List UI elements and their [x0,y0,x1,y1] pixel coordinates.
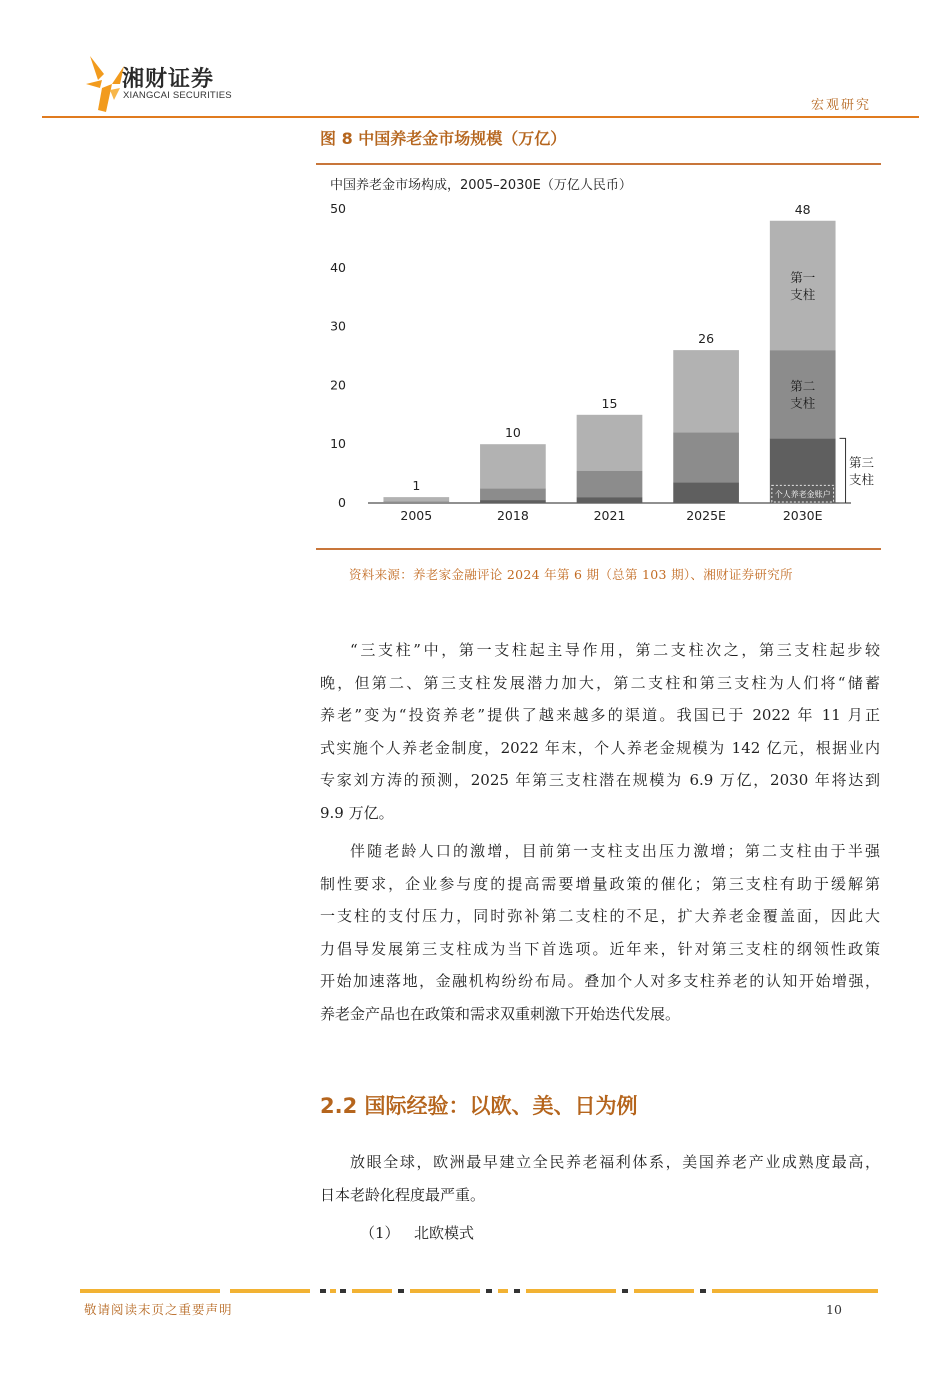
bar-total-label: 26 [698,331,715,347]
bar-segment [480,488,546,500]
x-tick-label: 2005 [400,508,433,523]
third-pillar-label: 支柱 [849,472,875,488]
x-tick-label: 2018 [496,508,529,523]
section-tag: 宏观研究 [810,98,871,113]
figure-bottom-rule [316,548,881,550]
text-line: 放眼全球，欧洲最早建立全民养老福利体系，美国养老产业成熟度最高， [350,1153,880,1171]
x-tick-label: 2030E [782,508,823,523]
text-line: 伴随老龄人口的激增，目前第一支柱支出压力激增；第二支柱由于半强 [350,842,880,860]
pillar-label: 第一 [790,269,816,285]
bar-segment [673,432,739,482]
text-line: 养老”变为“投资养老”提供了越来越多的渠道。我国已于 2022 年 11 月正 [320,706,880,724]
text-line: 式实施个人养老金制度，2022 年末，个人养老金规模为 142 亿元，根据业内 [320,738,880,757]
footer-decor-bar [80,1289,878,1293]
text-line: 晚，但第二、第三支柱发展潜力加大，第二支柱和第三支柱为人们将“储蓄 [320,673,880,692]
pillar-label: 支柱 [790,395,816,411]
bar-segment [577,497,643,503]
y-tick-label: 0 [338,495,346,510]
bar-segment [673,482,739,503]
x-tick-label: 2025E [686,508,726,523]
figure-title: 图 8 中国养老金市场规模（万亿） [320,129,567,148]
pillar-label: 第二 [790,378,816,394]
figure-top-rule [316,163,881,165]
text-line: 日本老龄化程度最严重。 [320,1185,486,1204]
bar-segment [577,471,643,497]
text-line: 专家刘方涛的预测，2025 年第三支柱潜在规模为 6.9 万亿，2030 年将达到 [320,771,880,789]
bar-total-label: 48 [794,201,811,217]
footer-disclaimer: 敬请阅读末页之重要声明 [84,1302,233,1317]
bar-total-label: 10 [504,425,521,441]
bars-group [383,202,835,523]
text-line: 9.9 万亿。 [320,803,394,822]
x-tick-label: 2021 [593,508,626,523]
brand-name-en: XIANGCAI SECURITIES [123,90,232,101]
pension-market-chart [316,168,881,544]
y-tick-label: 10 [330,436,346,452]
third-pillar-label: 第三 [849,455,875,471]
text-line: “三支柱”中，第一支柱起主导作用，第二支柱次之，第三支柱起步较 [350,641,880,659]
figure-source: 资料来源：养老家金融评论 2024 年第 6 期（总第 103 期）、湘财证券研究所 [349,567,793,582]
text-line: 制性要求，企业参与度的提高需要增量政策的催化；第三支柱有助于缓解第 [320,874,880,893]
page-number: 10 [826,1302,842,1317]
bar-total-label: 15 [601,395,618,411]
third-pillar-bracket [840,438,846,503]
header-divider [42,116,919,118]
paragraph-global-view [320,1146,880,1211]
y-tick-label: 20 [330,377,346,393]
y-tick-label: 50 [330,201,346,216]
text-line: 养老金产品也在政策和需求双重刺激下开始迭代发展。 [320,1004,681,1023]
bar-segment [770,221,836,350]
pillar-label: 支柱 [790,286,816,302]
paragraph-three-pillars [320,634,880,829]
sub-heading-number: （1） [360,1224,400,1242]
bar-total-label: 1 [412,478,421,494]
y-tick-label: 40 [330,259,346,275]
bar-segment [480,500,546,503]
bar-segment [383,497,449,501]
text-line: 开始加速落地，金融机构纷纷布局。叠加个人对多支柱养老的认知开始增强， [320,972,880,990]
text-line: 力倡导发展第三支柱成为当下首选项。近年来，针对第三支柱的纲领性政策 [320,939,880,958]
personal-account-label: 个人养老金账户 [774,490,831,500]
text-line: 一支柱的支付压力，同时弥补第二支柱的不足，扩大养老金覆盖面，因此大 [320,907,880,925]
paragraph-aging-pressure [320,835,880,1030]
bar-segment [480,444,546,488]
sub-heading-title: 北欧模式 [414,1224,475,1242]
bar-segment [673,350,739,432]
bar-segment [383,501,449,503]
sub-heading [360,1222,474,1243]
y-tick-label: 30 [330,318,346,334]
brand-name-cn: 湘财证券 [122,67,215,92]
section-heading: 2.2 国际经验：以欧、美、日为例 [320,1094,638,1118]
bar-segment [577,415,643,471]
chart-title: 中国养老金市场构成，2005–2030E（万亿人民币） [330,178,632,193]
bar-segment [770,350,836,438]
